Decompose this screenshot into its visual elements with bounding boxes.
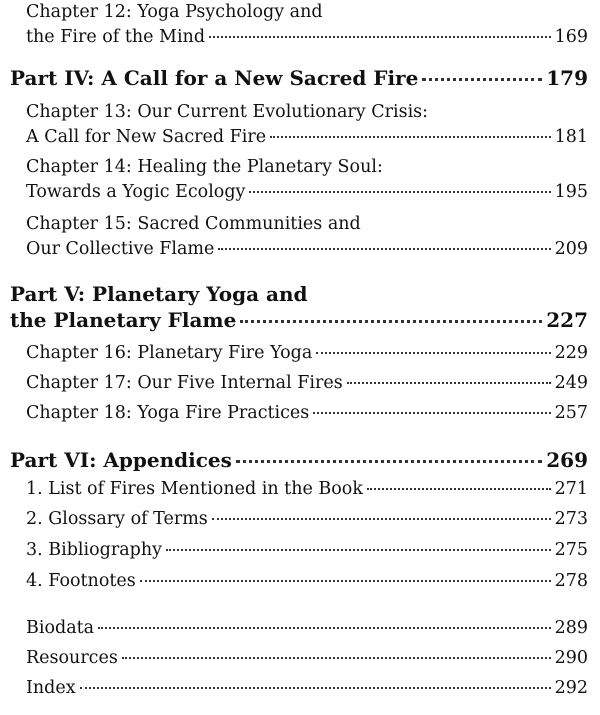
entry-title: 3. Bibliography: [26, 540, 163, 560]
entry-title: 1. List of Fires Mentioned in the Book: [26, 479, 363, 499]
dot-leader: [140, 580, 551, 582]
toc-entry-chapter-18: [26, 403, 588, 423]
toc-entry-appendix-3: [26, 540, 588, 560]
toc-entry-chapter-14: [26, 182, 588, 202]
entry-title: Part V: Planetary Yoga and: [10, 282, 308, 306]
entry-title: 2. Glossary of Terms: [26, 509, 208, 529]
toc-entry-chapter-12: [26, 27, 588, 47]
entry-title: the Fire of the Mind: [26, 27, 206, 47]
dot-leader: [209, 36, 551, 38]
entry-title: Chapter 17: Our Five Internal Fires: [26, 373, 343, 393]
entry-title: 4. Footnotes: [26, 571, 136, 591]
dot-leader: [367, 488, 551, 490]
dot-leader: [218, 248, 550, 250]
toc-entry-appendix-2: [26, 509, 588, 529]
toc-entry-part-iv: [10, 66, 588, 90]
toc-entry-appendix-1: [26, 479, 588, 499]
page-number: 257: [554, 403, 588, 423]
page-number: 269: [546, 448, 588, 472]
entry-title: Resources: [26, 648, 118, 668]
dot-leader: [98, 627, 550, 629]
entry-title: Chapter 14: Healing the Planetary Soul:: [26, 157, 383, 177]
page-number: 249: [554, 373, 588, 393]
toc-line: [10, 282, 588, 306]
dot-leader: [313, 412, 550, 414]
page-number: 292: [554, 678, 588, 698]
entry-title: Biodata: [26, 618, 95, 638]
toc-entry-part-v: [10, 308, 588, 332]
page-number: 181: [554, 127, 588, 147]
dot-leader: [166, 549, 551, 551]
page-number: 289: [554, 618, 588, 638]
toc-entry-biodata: [26, 618, 588, 638]
dot-leader: [347, 382, 551, 384]
toc-line: [26, 2, 588, 22]
toc-entry-resources: [26, 648, 588, 668]
toc-entry-index: [26, 678, 588, 698]
dot-leader: [212, 518, 551, 520]
dot-leader: [240, 320, 542, 323]
toc-entry-chapter-15: [26, 239, 588, 259]
entry-title: the Planetary Flame: [10, 308, 237, 332]
entry-title: Part VI: Appendices: [10, 448, 232, 472]
entry-title: Towards a Yogic Ecology: [26, 182, 246, 202]
page-number: 179: [546, 66, 588, 90]
page-number: 271: [554, 479, 588, 499]
toc-entry-chapter-13: [26, 127, 588, 147]
dot-leader: [249, 191, 550, 193]
entry-title: Chapter 16: Planetary Fire Yoga: [26, 343, 313, 363]
entry-title: Chapter 12: Yoga Psychology and: [26, 2, 323, 22]
page-number: 229: [554, 343, 588, 363]
toc-line: [26, 157, 588, 177]
toc-entry-part-vi: [10, 448, 588, 472]
toc-line: [26, 214, 588, 234]
page-number: 290: [554, 648, 588, 668]
page-number: 209: [554, 239, 588, 259]
page-number: 278: [554, 571, 588, 591]
toc-entry-appendix-4: [26, 571, 588, 591]
page-number: 169: [554, 27, 588, 47]
toc-line: [26, 102, 588, 122]
page-number: 195: [554, 182, 588, 202]
dot-leader: [316, 352, 550, 354]
entry-title: Our Collective Flame: [26, 239, 215, 259]
dot-leader: [422, 78, 542, 81]
entry-title: Index: [26, 678, 76, 698]
page-number: 273: [554, 509, 588, 529]
entry-title: Part IV: A Call for a New Sacred Fire: [10, 66, 419, 90]
dot-leader: [80, 687, 551, 689]
dot-leader: [122, 657, 551, 659]
entry-title: Chapter 13: Our Current Evolutionary Crisis:: [26, 102, 429, 122]
dot-leader: [236, 460, 542, 463]
entry-title: A Call for New Sacred Fire: [26, 127, 267, 147]
entry-title: Chapter 15: Sacred Communities and: [26, 214, 361, 234]
dot-leader: [270, 136, 550, 138]
page-number: 227: [546, 308, 588, 332]
page-number: 275: [554, 540, 588, 560]
toc-entry-chapter-16: [26, 343, 588, 363]
entry-title: Chapter 18: Yoga Fire Practices: [26, 403, 310, 423]
toc-entry-chapter-17: [26, 373, 588, 393]
